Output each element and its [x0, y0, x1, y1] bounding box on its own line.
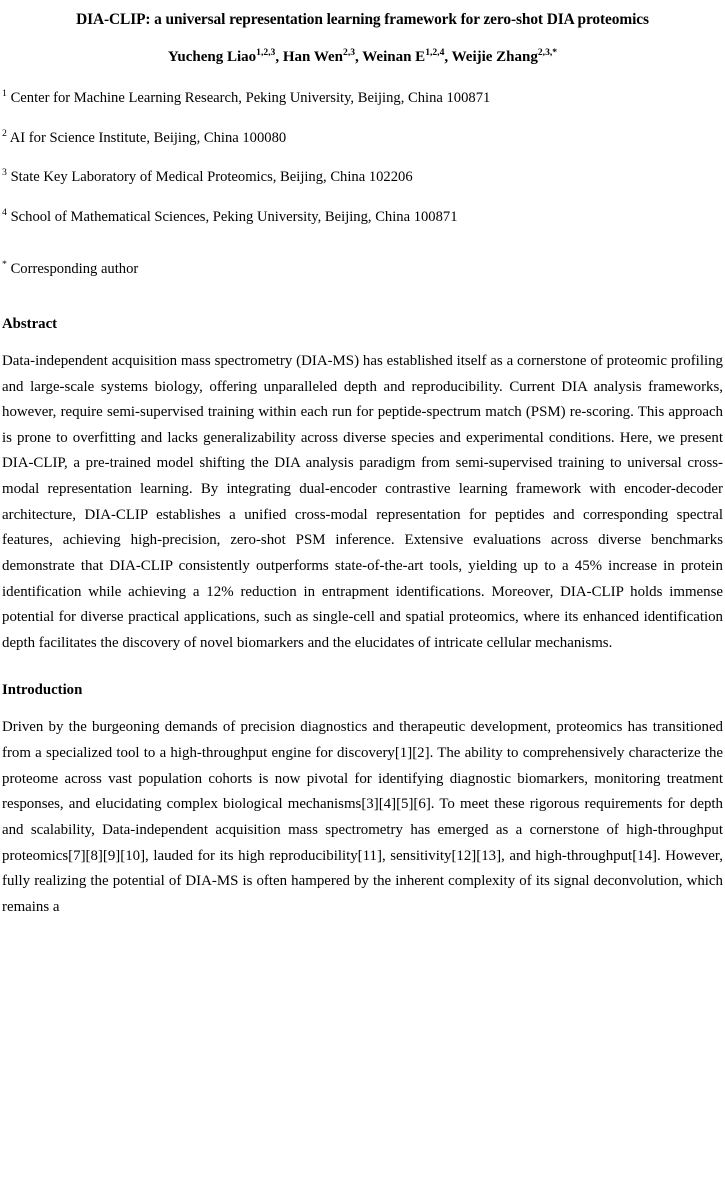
- affiliation-item: [2, 88, 723, 108]
- corresponding-marker: *: [2, 259, 7, 271]
- section-heading-introduction: Introduction: [2, 682, 83, 699]
- author-name: Weijie Zhang: [451, 49, 538, 66]
- affiliation-list: [2, 88, 723, 227]
- author-affiliation-marker: 2,3,*: [537, 47, 558, 59]
- affiliation-text: Center for Machine Learning Research, Peking University, Beijing, China 100871: [10, 89, 491, 106]
- affiliation-item: [2, 207, 723, 227]
- affiliation-marker: 2: [2, 127, 7, 139]
- author-name: Han Wen: [282, 49, 344, 66]
- author-name: Weinan E: [362, 49, 426, 66]
- author-list: [2, 47, 723, 68]
- affiliation-text: State Key Laboratory of Medical Proteomics, Beijing, China 102206: [10, 169, 413, 186]
- page-title: DIA-CLIP: a universal representation learning framework for zero-shot DIA proteomics: [76, 11, 649, 28]
- section-heading-abstract: Abstract: [2, 315, 58, 332]
- introduction-paragraph: Driven by the burgeoning demands of precision diagnostics and therapeutic development, proteomics has transitioned from a specialized tool to a high-throughput engine for discovery[1][2]. The ability to comprehensively characterize the proteome across vast population cohorts is now pivotal for identifying diagnostic biomarkers, monitoring treatment responses, and elucidating complex biological mechanisms[3][4][5][6]. To meet these rigorous requirements for depth and scalability, Data-independent acquisition mass spectrometry has emerged as a cornerstone of high-throughput proteomics[7][8][9][10], lauded for its high reproducibility[11], sensitivity[12][13], and high-throughput[14]. However, fully realizing the potential of DIA-MS is often hampered by the inherent complexity of its signal deconvolution, which remains a: [2, 719, 723, 915]
- affiliation-marker: 3: [2, 167, 7, 179]
- affiliation-text: AI for Science Institute, Beijing, China 100080: [9, 129, 287, 146]
- affiliation-text: School of Mathematical Sciences, Peking University, Beijing, China 100871: [10, 209, 458, 226]
- corresponding-text: Corresponding author: [10, 260, 139, 277]
- affiliation-marker: 4: [2, 207, 7, 219]
- author-name: Yucheng Liao: [167, 49, 257, 66]
- author-separator: ,: [275, 49, 283, 66]
- author-separator: ,: [444, 49, 452, 66]
- affiliation-marker: 1: [2, 87, 7, 99]
- author-affiliation-marker: 1,2,3: [256, 47, 276, 59]
- author-affiliation-marker: 1,2,4: [425, 47, 445, 59]
- affiliation-item: [2, 167, 723, 187]
- abstract-paragraph: Data-independent acquisition mass spectrometry (DIA-MS) has established itself as a cornerstone of proteomic profiling and large-scale systems biology, offering unparalleled depth and reproducibility. Current DIA analysis frameworks, however, require semi-supervised training within each run for peptide-spectrum match (PSM) re-scoring. This approach is prone to overfitting and lacks generalizability across diverse species and experimental conditions. Here, we present DIA-CLIP, a pre-trained model shifting the DIA analysis paradigm from semi-supervised training to universal cross-modal representation learning. By integrating dual-encoder contrastive learning framework with encoder-decoder architecture, DIA-CLIP establishes a unified cross-modal representation for peptides and corresponding spectral features, achieving high-precision, zero-shot PSM inference. Extensive evaluations across diverse benchmarks demonstrate that DIA-CLIP consistently outperforms state-of-the-art tools, yielding up to a 45% increase in protein identification while achieving a 12% reduction in entrapment identifications. Moreover, DIA-CLIP holds immense potential for diverse practical applications, such as single-cell and spatial proteomics, where its enhanced identification depth facilitates the discovery of novel biomarkers and the elucidates of intricate cellular mechanisms.: [2, 352, 723, 651]
- affiliation-item: [2, 128, 723, 148]
- corresponding-author-note: [2, 259, 723, 278]
- author-separator: ,: [355, 49, 363, 66]
- author-affiliation-marker: 2,3: [343, 47, 356, 59]
